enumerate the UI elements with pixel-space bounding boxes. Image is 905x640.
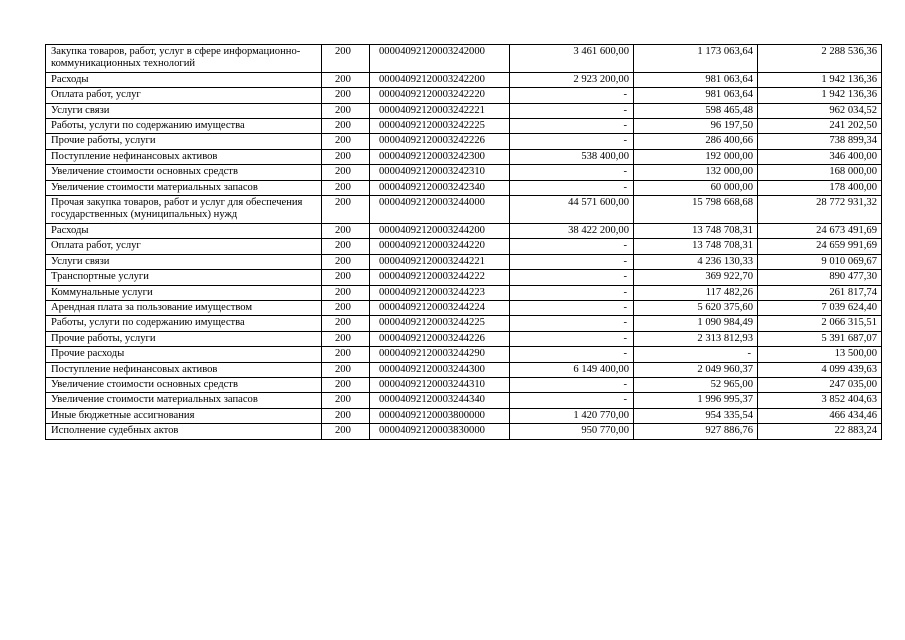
table-row [46, 180, 882, 195]
row-plan-cell: 44 571 600,00 [510, 196, 634, 224]
table-row [46, 377, 882, 392]
row-executed-cell: 369 922,70 [634, 270, 758, 285]
row-remaining-cell: 5 391 687,07 [758, 331, 882, 346]
row-executed-cell: 1 996 995,37 [634, 393, 758, 408]
row-remaining-cell: 2 288 536,36 [758, 45, 882, 73]
row-name-cell: Расходы [46, 223, 322, 238]
table-row [46, 45, 882, 73]
row-kbk-cell: 00004092120003244000 [370, 196, 510, 224]
row-code-cell: 200 [322, 45, 370, 73]
row-executed-cell: 1 173 063,64 [634, 45, 758, 73]
table-row [46, 239, 882, 254]
row-plan-cell: 38 422 200,00 [510, 223, 634, 238]
row-executed-cell: - [634, 347, 758, 362]
table-row [46, 165, 882, 180]
row-plan-cell: - [510, 103, 634, 118]
row-kbk-cell: 00004092120003244300 [370, 362, 510, 377]
row-executed-cell: 1 090 984,49 [634, 316, 758, 331]
row-kbk-cell: 00004092120003244224 [370, 300, 510, 315]
row-executed-cell: 60 000,00 [634, 180, 758, 195]
table-row [46, 149, 882, 164]
row-plan-cell: - [510, 347, 634, 362]
row-kbk-cell: 00004092120003242200 [370, 72, 510, 87]
row-remaining-cell: 1 942 136,36 [758, 72, 882, 87]
row-plan-cell: - [510, 254, 634, 269]
row-plan-cell: - [510, 316, 634, 331]
table-row [46, 223, 882, 238]
row-name-cell: Услуги связи [46, 103, 322, 118]
row-code-cell: 200 [322, 119, 370, 134]
row-code-cell: 200 [322, 254, 370, 269]
row-kbk-cell: 00004092120003244220 [370, 239, 510, 254]
row-code-cell: 200 [322, 149, 370, 164]
row-remaining-cell: 168 000,00 [758, 165, 882, 180]
row-remaining-cell: 346 400,00 [758, 149, 882, 164]
row-code-cell: 200 [322, 377, 370, 392]
row-name-cell: Работы, услуги по содержанию имущества [46, 316, 322, 331]
row-kbk-cell: 00004092120003242340 [370, 180, 510, 195]
row-code-cell: 200 [322, 347, 370, 362]
row-executed-cell: 2 313 812,93 [634, 331, 758, 346]
budget-execution-table [45, 44, 882, 440]
table-body [46, 45, 882, 440]
row-executed-cell: 192 000,00 [634, 149, 758, 164]
row-plan-cell: - [510, 134, 634, 149]
row-plan-cell: 950 770,00 [510, 424, 634, 439]
row-kbk-cell: 00004092120003244225 [370, 316, 510, 331]
row-name-cell: Увеличение стоимости основных средств [46, 377, 322, 392]
row-code-cell: 200 [322, 88, 370, 103]
row-executed-cell: 132 000,00 [634, 165, 758, 180]
row-remaining-cell: 962 034,52 [758, 103, 882, 118]
row-name-cell: Прочие работы, услуги [46, 331, 322, 346]
row-name-cell: Увеличение стоимости материальных запасов [46, 180, 322, 195]
row-code-cell: 200 [322, 300, 370, 315]
row-code-cell: 200 [322, 331, 370, 346]
table-row [46, 270, 882, 285]
row-plan-cell: - [510, 331, 634, 346]
row-kbk-cell: 00004092120003242225 [370, 119, 510, 134]
row-plan-cell: - [510, 300, 634, 315]
row-executed-cell: 52 965,00 [634, 377, 758, 392]
row-code-cell: 200 [322, 239, 370, 254]
row-plan-cell: - [510, 393, 634, 408]
row-executed-cell: 598 465,48 [634, 103, 758, 118]
row-plan-cell: - [510, 88, 634, 103]
row-kbk-cell: 00004092120003244290 [370, 347, 510, 362]
row-plan-cell: - [510, 180, 634, 195]
row-name-cell: Увеличение стоимости материальных запасов [46, 393, 322, 408]
row-kbk-cell: 00004092120003244310 [370, 377, 510, 392]
row-code-cell: 200 [322, 103, 370, 118]
table-row [46, 408, 882, 423]
table-row [46, 347, 882, 362]
table-row [46, 285, 882, 300]
row-executed-cell: 15 798 668,68 [634, 196, 758, 224]
row-name-cell: Исполнение судебных актов [46, 424, 322, 439]
row-executed-cell: 117 482,26 [634, 285, 758, 300]
row-executed-cell: 4 236 130,33 [634, 254, 758, 269]
row-remaining-cell: 1 942 136,36 [758, 88, 882, 103]
row-code-cell: 200 [322, 165, 370, 180]
table-row [46, 119, 882, 134]
row-plan-cell: - [510, 165, 634, 180]
row-remaining-cell: 28 772 931,32 [758, 196, 882, 224]
row-remaining-cell: 178 400,00 [758, 180, 882, 195]
row-kbk-cell: 00004092120003244222 [370, 270, 510, 285]
row-name-cell: Коммунальные услуги [46, 285, 322, 300]
row-name-cell: Увеличение стоимости основных средств [46, 165, 322, 180]
row-name-cell: Арендная плата за пользование имуществом [46, 300, 322, 315]
row-remaining-cell: 4 099 439,63 [758, 362, 882, 377]
row-plan-cell: 2 923 200,00 [510, 72, 634, 87]
table-row [46, 72, 882, 87]
row-plan-cell: - [510, 285, 634, 300]
row-remaining-cell: 13 500,00 [758, 347, 882, 362]
row-executed-cell: 981 063,64 [634, 88, 758, 103]
row-executed-cell: 5 620 375,60 [634, 300, 758, 315]
row-code-cell: 200 [322, 180, 370, 195]
row-remaining-cell: 890 477,30 [758, 270, 882, 285]
document-page [45, 44, 881, 440]
table-row [46, 316, 882, 331]
row-executed-cell: 13 748 708,31 [634, 239, 758, 254]
table-row [46, 331, 882, 346]
row-code-cell: 200 [322, 393, 370, 408]
row-plan-cell: - [510, 239, 634, 254]
row-remaining-cell: 7 039 624,40 [758, 300, 882, 315]
row-kbk-cell: 00004092120003800000 [370, 408, 510, 423]
row-kbk-cell: 00004092120003244200 [370, 223, 510, 238]
row-plan-cell: - [510, 119, 634, 134]
row-name-cell: Иные бюджетные ассигнования [46, 408, 322, 423]
row-executed-cell: 927 886,76 [634, 424, 758, 439]
row-kbk-cell: 00004092120003244223 [370, 285, 510, 300]
row-name-cell: Оплата работ, услуг [46, 239, 322, 254]
row-remaining-cell: 2 066 315,51 [758, 316, 882, 331]
row-remaining-cell: 738 899,34 [758, 134, 882, 149]
row-remaining-cell: 24 659 991,69 [758, 239, 882, 254]
row-name-cell: Прочие расходы [46, 347, 322, 362]
row-name-cell: Транспортные услуги [46, 270, 322, 285]
row-code-cell: 200 [322, 285, 370, 300]
row-remaining-cell: 22 883,24 [758, 424, 882, 439]
row-kbk-cell: 00004092120003244226 [370, 331, 510, 346]
row-code-cell: 200 [322, 424, 370, 439]
row-executed-cell: 13 748 708,31 [634, 223, 758, 238]
row-plan-cell: 1 420 770,00 [510, 408, 634, 423]
row-remaining-cell: 247 035,00 [758, 377, 882, 392]
row-plan-cell: - [510, 270, 634, 285]
table-row [46, 134, 882, 149]
table-row [46, 393, 882, 408]
row-name-cell: Прочая закупка товаров, работ и услуг для обеспечения государственных (муниципальных) нужд [46, 196, 322, 224]
table-row [46, 300, 882, 315]
row-name-cell: Прочие работы, услуги [46, 134, 322, 149]
row-plan-cell: 538 400,00 [510, 149, 634, 164]
row-kbk-cell: 00004092120003830000 [370, 424, 510, 439]
row-executed-cell: 2 049 960,37 [634, 362, 758, 377]
table-row [46, 196, 882, 224]
row-name-cell: Поступление нефинансовых активов [46, 362, 322, 377]
row-kbk-cell: 00004092120003242000 [370, 45, 510, 73]
table-row [46, 88, 882, 103]
row-remaining-cell: 261 817,74 [758, 285, 882, 300]
row-remaining-cell: 3 852 404,63 [758, 393, 882, 408]
row-kbk-cell: 00004092120003242226 [370, 134, 510, 149]
row-executed-cell: 981 063,64 [634, 72, 758, 87]
row-remaining-cell: 9 010 069,67 [758, 254, 882, 269]
row-executed-cell: 954 335,54 [634, 408, 758, 423]
row-code-cell: 200 [322, 270, 370, 285]
row-code-cell: 200 [322, 196, 370, 224]
row-name-cell: Поступление нефинансовых активов [46, 149, 322, 164]
row-name-cell: Услуги связи [46, 254, 322, 269]
table-row [46, 362, 882, 377]
row-kbk-cell: 00004092120003244221 [370, 254, 510, 269]
row-kbk-cell: 00004092120003242310 [370, 165, 510, 180]
row-code-cell: 200 [322, 362, 370, 377]
row-executed-cell: 96 197,50 [634, 119, 758, 134]
row-remaining-cell: 24 673 491,69 [758, 223, 882, 238]
row-plan-cell: 6 149 400,00 [510, 362, 634, 377]
row-kbk-cell: 00004092120003242300 [370, 149, 510, 164]
row-plan-cell: - [510, 377, 634, 392]
row-name-cell: Расходы [46, 72, 322, 87]
row-name-cell: Оплата работ, услуг [46, 88, 322, 103]
row-kbk-cell: 00004092120003242221 [370, 103, 510, 118]
row-code-cell: 200 [322, 72, 370, 87]
table-row [46, 424, 882, 439]
row-plan-cell: 3 461 600,00 [510, 45, 634, 73]
row-kbk-cell: 00004092120003242220 [370, 88, 510, 103]
table-row [46, 103, 882, 118]
row-executed-cell: 286 400,66 [634, 134, 758, 149]
row-code-cell: 200 [322, 223, 370, 238]
row-name-cell: Работы, услуги по содержанию имущества [46, 119, 322, 134]
table-row [46, 254, 882, 269]
row-code-cell: 200 [322, 134, 370, 149]
row-code-cell: 200 [322, 408, 370, 423]
row-kbk-cell: 00004092120003244340 [370, 393, 510, 408]
row-remaining-cell: 466 434,46 [758, 408, 882, 423]
row-remaining-cell: 241 202,50 [758, 119, 882, 134]
row-name-cell: Закупка товаров, работ, услуг в сфере информационно-коммуникационных технологий [46, 45, 322, 73]
row-code-cell: 200 [322, 316, 370, 331]
